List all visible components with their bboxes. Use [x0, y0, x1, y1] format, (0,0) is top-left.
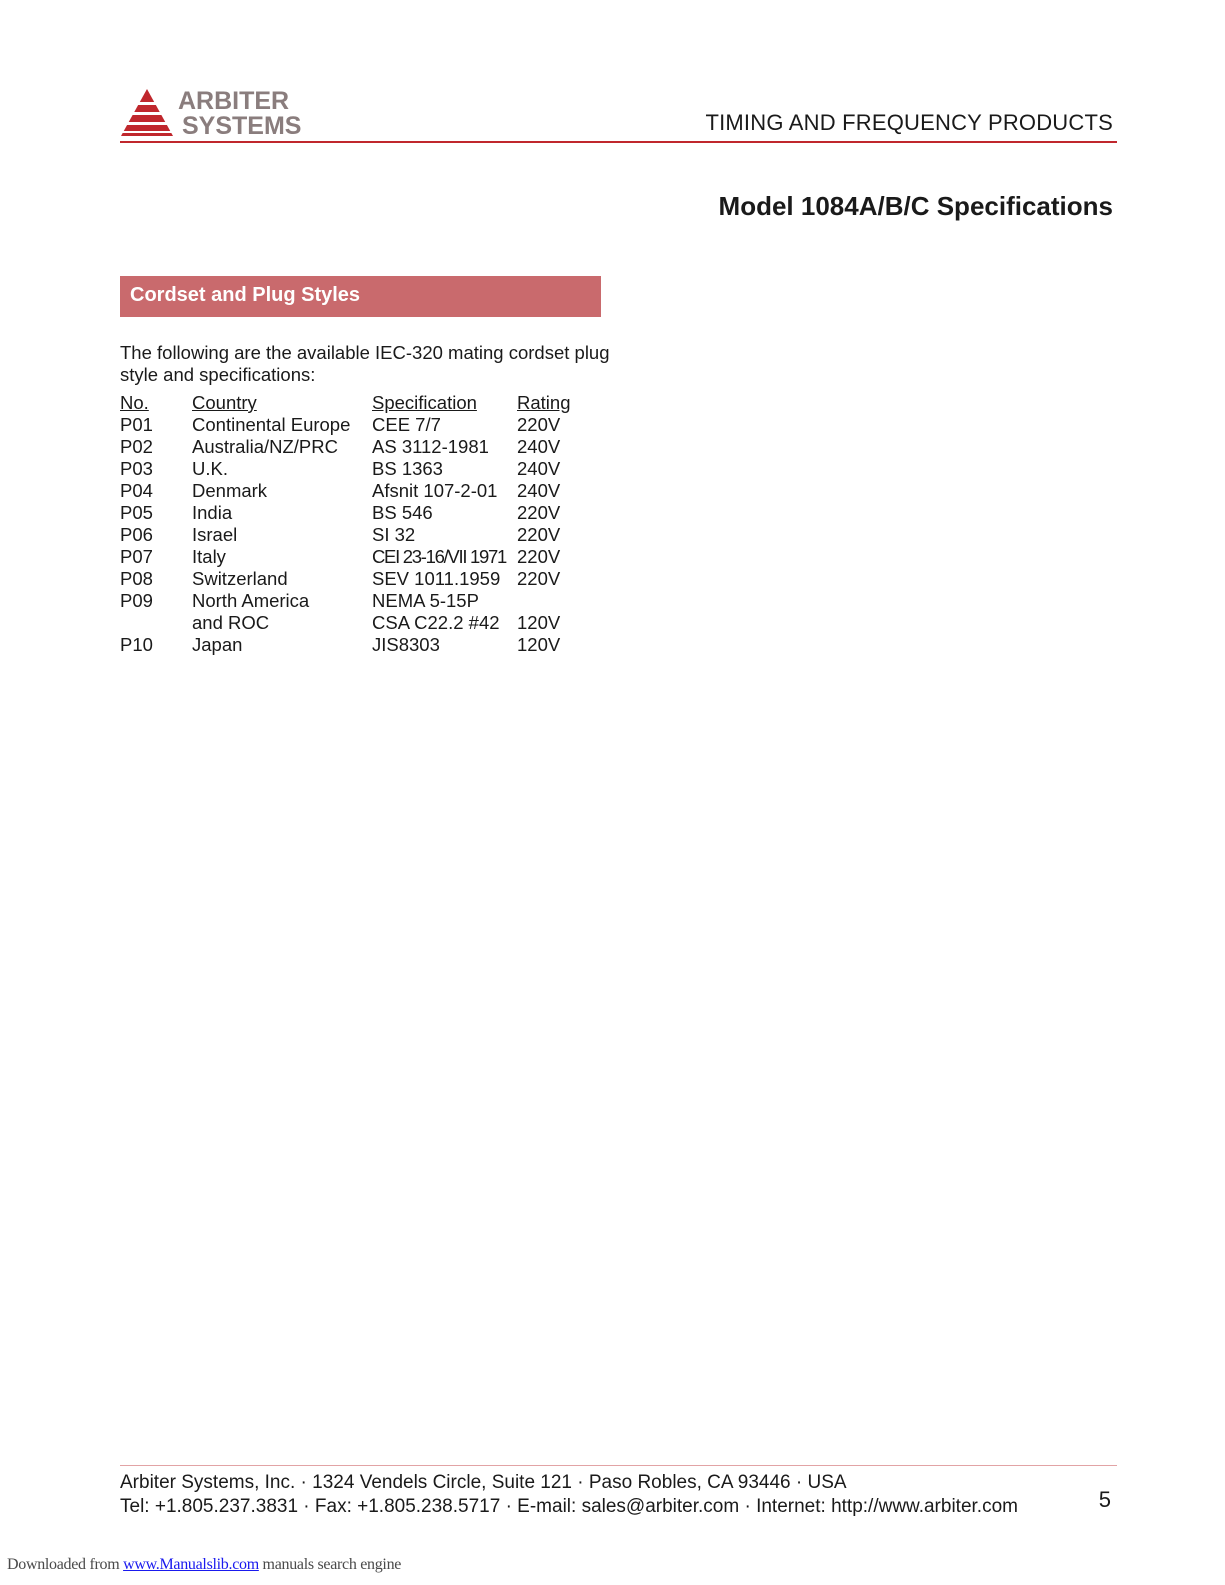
cell-no: P08 — [120, 568, 153, 589]
cell-rating — [517, 590, 587, 612]
header-divider — [120, 141, 1117, 143]
section-heading-bar — [120, 276, 601, 317]
table-row — [120, 612, 587, 634]
download-note — [7, 1556, 401, 1574]
cell-specification: NEMA 5-15P — [372, 590, 479, 611]
footer-divider — [120, 1465, 1117, 1466]
cell-country: Italy — [192, 546, 226, 567]
cell-specification: Afsnit 107-2-01 — [372, 480, 498, 501]
footer-contact: Tel: +1.805.237.3831 · Fax: +1.805.238.5717 · E-mail: sales@arbiter.com · Internet: http://www.arbiter.com — [120, 1496, 1018, 1517]
cell-country: Continental Europe — [192, 414, 351, 435]
table-row — [120, 458, 587, 480]
manualslib-link[interactable]: www.Manualslib.com — [123, 1556, 259, 1573]
cell-rating: 220V — [517, 568, 561, 589]
table-row — [120, 590, 587, 612]
cell-no — [120, 612, 192, 634]
header-specification: Specification — [372, 392, 477, 413]
cell-no: P07 — [120, 546, 153, 567]
table-row — [120, 414, 587, 436]
cell-specification: JIS8303 — [372, 634, 440, 655]
cell-no: P04 — [120, 480, 153, 501]
logo-line1: ARBITER — [178, 88, 290, 115]
intro-text: The following are the available IEC-320 mating cordset plug style and specifications: — [120, 342, 610, 385]
cell-specification: CSA C22.2 #42 — [372, 612, 500, 633]
cell-no: P09 — [120, 590, 153, 611]
cell-specification: SI 32 — [372, 524, 416, 545]
section-heading: Cordset and Plug Styles — [130, 284, 361, 306]
cell-country: Denmark — [192, 480, 268, 501]
header-no: No. — [120, 392, 149, 413]
header-title: TIMING AND FREQUENCY PRODUCTS — [705, 110, 1113, 135]
table-header-row — [120, 392, 587, 414]
plug-styles-table — [120, 392, 587, 656]
cell-specification: AS 3112-1981 — [372, 436, 489, 457]
cell-country: U.K. — [192, 458, 228, 479]
cell-rating: 220V — [517, 524, 561, 545]
cell-no: P05 — [120, 502, 153, 523]
cell-rating: 240V — [517, 436, 561, 457]
cell-rating: 240V — [517, 458, 561, 479]
table-row — [120, 502, 587, 524]
cell-no: P06 — [120, 524, 153, 545]
cell-country: Australia/NZ/PRC — [192, 436, 338, 457]
cell-country: Japan — [192, 634, 243, 655]
logo-mark-icon — [121, 88, 321, 140]
cell-country: North America — [192, 590, 310, 611]
cell-country: Switzerland — [192, 568, 288, 589]
download-note-suffix: manuals search engine — [258, 1556, 402, 1573]
page-number: 5 — [1098, 1487, 1111, 1512]
cell-country: Israel — [192, 524, 238, 545]
header-rating: Rating — [517, 392, 571, 413]
footer-address: Arbiter Systems, Inc. · 1324 Vendels Circle, Suite 121 · Paso Robles, CA 93446 · USA — [120, 1472, 847, 1493]
cell-rating: 220V — [517, 414, 561, 435]
cell-no: P10 — [120, 634, 153, 655]
cell-rating: 240V — [517, 480, 561, 501]
cell-country: India — [192, 502, 233, 523]
cell-rating: 220V — [517, 502, 561, 523]
arbiter-systems-logo — [121, 88, 321, 140]
cell-country: and ROC — [192, 612, 270, 633]
cell-rating: 120V — [517, 634, 561, 655]
table-row — [120, 634, 587, 656]
cell-specification: CEE 7/7 — [372, 414, 441, 435]
table-row — [120, 546, 587, 568]
table-row — [120, 436, 587, 458]
page-title: Model 1084A/B/C Specifications — [718, 191, 1113, 221]
cell-rating: 220V — [517, 546, 561, 567]
cell-rating: 120V — [517, 612, 561, 633]
cell-no: P02 — [120, 436, 153, 457]
cell-specification — [372, 546, 517, 568]
table-row — [120, 524, 587, 546]
logo-line2: SYSTEMS — [182, 112, 302, 140]
cell-specification: SEV 1011.1959 — [372, 568, 501, 589]
cell-no: P03 — [120, 458, 153, 479]
cell-specification: BS 546 — [372, 502, 433, 523]
cell-no: P01 — [120, 414, 153, 435]
table-row — [120, 568, 587, 590]
header-country: Country — [192, 392, 257, 413]
download-note-prefix: Downloaded from — [7, 1556, 120, 1573]
table-row — [120, 480, 587, 502]
cell-specification: BS 1363 — [372, 458, 443, 479]
cell-specification-text: CEI 23-16/VII 1971 — [372, 546, 506, 567]
